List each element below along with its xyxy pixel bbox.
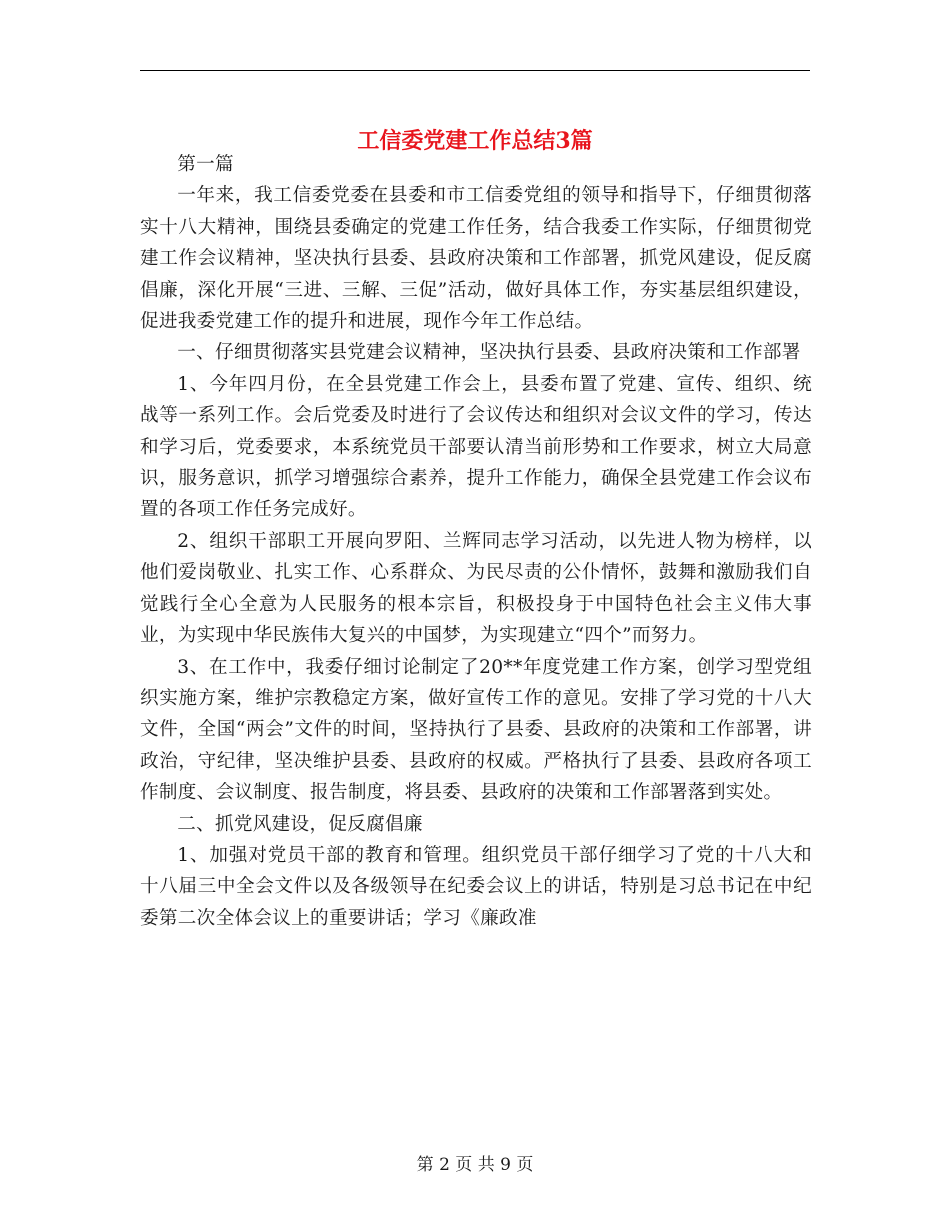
intro-paragraph: 一年来，我工信委党委在县委和市工信委党组的领导和指导下，仔细贯彻落实十八大精神，围绕县委确定的党建工作任务，结合我委工作实际，仔细贯彻党建工作会议精神，坚决执行县委、县政府决策和工作部署，抓党风建设，促反腐倡廉，深化开展“三进、三解、三促”活动，做好具体工作，夯实基层组织建设，促进我委党建工作的提升和进展，现作今年工作总结。	[140, 185, 812, 333]
body-paragraph: 1、今年四月份，在全县党建工作会上，县委布置了党建、宣传、组织、统战等一系列工作。会后党委及时进行了会议传达和组织对会议文件的学习，传达和学习后，党委要求，本系统党员干部要认清当前形势和工作要求，树立大局意识，服务意识，抓学习增强综合素养，提升工作能力，确保全县党建工作会议布置的各项工作任务完成好。	[140, 373, 812, 521]
body-paragraph: 2、组织干部职工开展向罗阳、兰辉同志学习活动，以先进人物为榜样，以他们爱岗敬业、扎实工作、心系群众、为民尽责的公仆情怀，鼓舞和激励我们自觉践行全心全意为人民服务的根本宗旨，积极投身于中国特色社会主义伟大事业，为实现中华民族伟大复兴的中国梦，为实现建立“四个”而努力。	[140, 530, 812, 647]
document-body	[140, 149, 812, 934]
page-number: 第 2 页 共 9 页	[416, 1155, 534, 1175]
header-rule	[140, 70, 810, 71]
section-label: 第一篇	[177, 154, 234, 175]
body-paragraph: 1、加强对党员干部的教育和管理。组织党员干部仔细学习了党的十八大和十八届三中全会文件以及各级领导在纪委会议上的讲话，特别是习总书记在中纪委第二次全体会议上的重要讲话；学习《廉政准	[140, 844, 812, 929]
section-heading-2: 二、抓党风建设，促反腐倡廉	[177, 813, 423, 835]
document-title: 工信委党建工作总结3篇	[357, 127, 593, 154]
body-paragraph: 3、在工作中，我委仔细讨论制定了20**年度党建工作方案，创学习型党组织实施方案，维护宗教稳定方案，做好宣传工作的意见。安排了学习党的十八大文件，全国“两会”文件的时间，坚持执行了县委、县政府的决策和工作部署，讲政治，守纪律，坚决维护县委、县政府的权威。严格执行了县委、县政府各项工作制度、会议制度、报告制度，将县委、县政府的决策和工作部署落到实处。	[140, 656, 812, 804]
section-heading-1: 一、仔细贯彻落实县党建会议精神，坚决执行县委、县政府决策和工作部署	[177, 342, 801, 364]
